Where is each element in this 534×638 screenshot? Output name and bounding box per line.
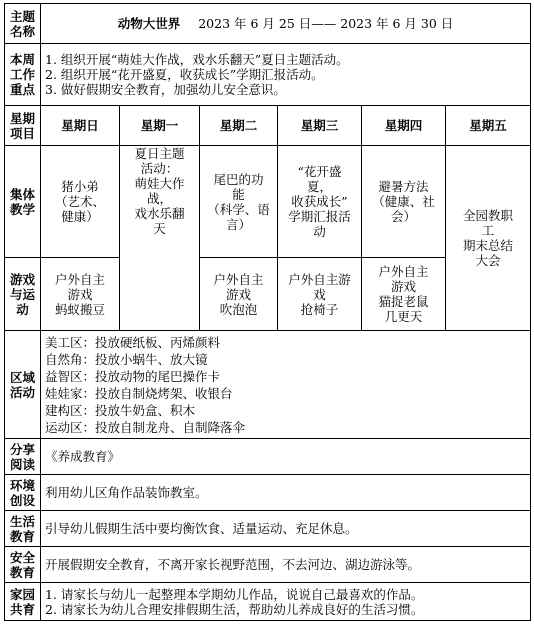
games-cell-sunday: [41, 258, 120, 331]
row-label-shared-reading: 分享阅读: [5, 439, 41, 475]
days-header-row: [5, 106, 531, 146]
cell-line: 几更天: [384, 309, 423, 324]
cell-line: 学期汇报活: [288, 209, 351, 224]
cell-line: 全园教职: [463, 208, 514, 223]
row-label-environment: 环境创设: [5, 475, 41, 511]
area-item: 美工区：投放硬纸板、丙烯颜料: [45, 334, 221, 350]
games-cell-tuesday: [200, 258, 278, 331]
row-label-area-activities: 区域活动: [5, 331, 41, 439]
cell-line: （健康、社: [372, 194, 435, 209]
cell-line: 吹泡泡: [219, 301, 258, 317]
cell-line: （艺术、: [54, 194, 105, 209]
day-header-thursday: 星期四: [362, 106, 446, 146]
safety-education-value: 开展假期安全教育，不离开家长视野范围，不去河边、湖边游泳等。: [41, 547, 531, 583]
day-header-sunday: 星期日: [41, 106, 120, 146]
cell-line: 户外自主: [213, 271, 264, 287]
title-row: [5, 4, 531, 44]
teaching-cell-monday: [120, 146, 200, 331]
cell-line: 收获成长”: [291, 194, 348, 209]
day-header-monday: 星期一: [120, 106, 200, 146]
group-teaching-row: [5, 146, 531, 258]
home-school-item: 2. 请家长为幼儿合理安排假期生活，帮助幼儿养成良好的生活习惯。: [45, 601, 424, 617]
games-cell-thursday: [362, 258, 446, 331]
area-item: 自然角：投放小蜗牛、放大镜: [45, 351, 208, 367]
life-education-row: [5, 511, 531, 547]
cell-line: 游戏: [390, 279, 416, 294]
cell-line: 言）: [225, 216, 251, 232]
cell-line: 避暑方法: [378, 179, 429, 194]
cell-line: 猪小弟: [61, 179, 99, 194]
teaching-cell-friday: [446, 146, 531, 331]
cell-line: 萌娃大作: [134, 176, 185, 191]
environment-row: [5, 475, 531, 511]
day-header-friday: 星期五: [446, 106, 531, 146]
safety-education-row: [5, 547, 531, 583]
area-item: 建构区：投放牛奶盒、积木: [45, 402, 196, 418]
games-cell-wednesday: [278, 258, 362, 331]
date-range: 2023 年 6 月 25 日—— 2023 年 6 月 30 日: [198, 16, 454, 31]
teaching-cell-sunday: [41, 146, 120, 258]
cell-line: 能: [232, 186, 245, 202]
cell-line: 户外自主游: [288, 271, 351, 287]
cell-line: 夏日主题: [134, 146, 185, 161]
shared-reading-value: 《养成教育》: [41, 439, 531, 475]
cell-line: 天: [153, 221, 166, 236]
weekly-focus-item: 3. 做好假期安全教育，加强幼儿安全意识。: [45, 82, 286, 97]
row-label-group-teaching: 集体教学: [5, 146, 41, 258]
cell-line: 工: [481, 223, 495, 238]
cell-line: 游戏: [225, 286, 251, 302]
cell-line: 抢椅子: [300, 301, 339, 317]
row-label-weekly-focus: 本周工作重点: [5, 44, 41, 106]
teaching-cell-wednesday: [278, 146, 362, 258]
row-label-home-school: 家园共育: [5, 583, 41, 621]
area-item: 益智区：投放动物的尾巴操作卡: [45, 368, 221, 384]
cell-line: 游戏: [67, 286, 93, 302]
cell-line: 尾巴的功: [213, 171, 264, 187]
row-label-weekday: 星期项目: [5, 106, 41, 146]
cell-line: 戏水乐翻: [134, 206, 185, 221]
cell-line: 户外自主: [54, 271, 105, 287]
cell-line: 健康）: [61, 209, 99, 224]
teaching-cell-thursday: [362, 146, 446, 258]
weekly-focus-item: 2. 组织开展“花开盛夏，收获成长”学期汇报活动。: [45, 67, 324, 82]
cell-line: 大会: [475, 253, 501, 268]
environment-value: 利用幼儿区角作品装饰教室。: [41, 475, 531, 511]
cell-line: 期末总结: [463, 238, 514, 253]
cell-line: 战，: [146, 191, 172, 206]
cell-line: 戏: [313, 286, 326, 302]
row-label-theme: 主题名称: [5, 4, 41, 44]
cell-line: 蚂蚁搬豆: [54, 301, 105, 317]
area-activities-row: [5, 331, 531, 439]
shared-reading-row: [5, 439, 531, 475]
life-education-value: 引导幼儿假期生活中要均衡饮食、适量运动、充足休息。: [41, 511, 531, 547]
cell-line: 动: [313, 224, 326, 239]
home-school-item: 1. 请家长与幼儿一起整理本学期幼儿作品，说说自己最喜欢的作品。: [45, 586, 424, 602]
cell-line: 猫捉老鼠: [378, 294, 429, 309]
row-label-games: 游戏与运动: [5, 258, 41, 331]
weekly-focus-list: [41, 44, 531, 106]
day-header-tuesday: 星期二: [200, 106, 278, 146]
theme-name: 动物大世界: [117, 16, 181, 31]
home-school-row: [5, 583, 531, 621]
cell-line: “花开盛: [297, 164, 342, 179]
theme-title-cell: [41, 4, 531, 44]
cell-line: 会）: [390, 209, 416, 224]
cell-line: 夏，: [306, 179, 332, 194]
teaching-cell-tuesday: [200, 146, 278, 258]
weekly-focus-row: [5, 44, 531, 106]
weekly-plan-table: [4, 3, 531, 621]
area-activities-list: [41, 331, 531, 439]
area-item: 娃娃家：投放自制烧烤架、收银台: [45, 385, 233, 401]
row-label-safety-education: 安全教育: [5, 547, 41, 583]
row-label-life-education: 生活教育: [5, 511, 41, 547]
cell-line: （科学、语: [207, 201, 270, 217]
weekly-focus-item: 1. 组织开展“萌娃大作战，戏水乐翻天”夏日主题活动。: [45, 52, 349, 67]
area-item: 运动区：投放自制龙舟、自制降落伞: [45, 419, 246, 435]
day-header-wednesday: 星期三: [278, 106, 362, 146]
home-school-list: [41, 583, 531, 621]
cell-line: 活动：: [140, 161, 179, 176]
cell-line: 户外自主: [378, 264, 429, 279]
